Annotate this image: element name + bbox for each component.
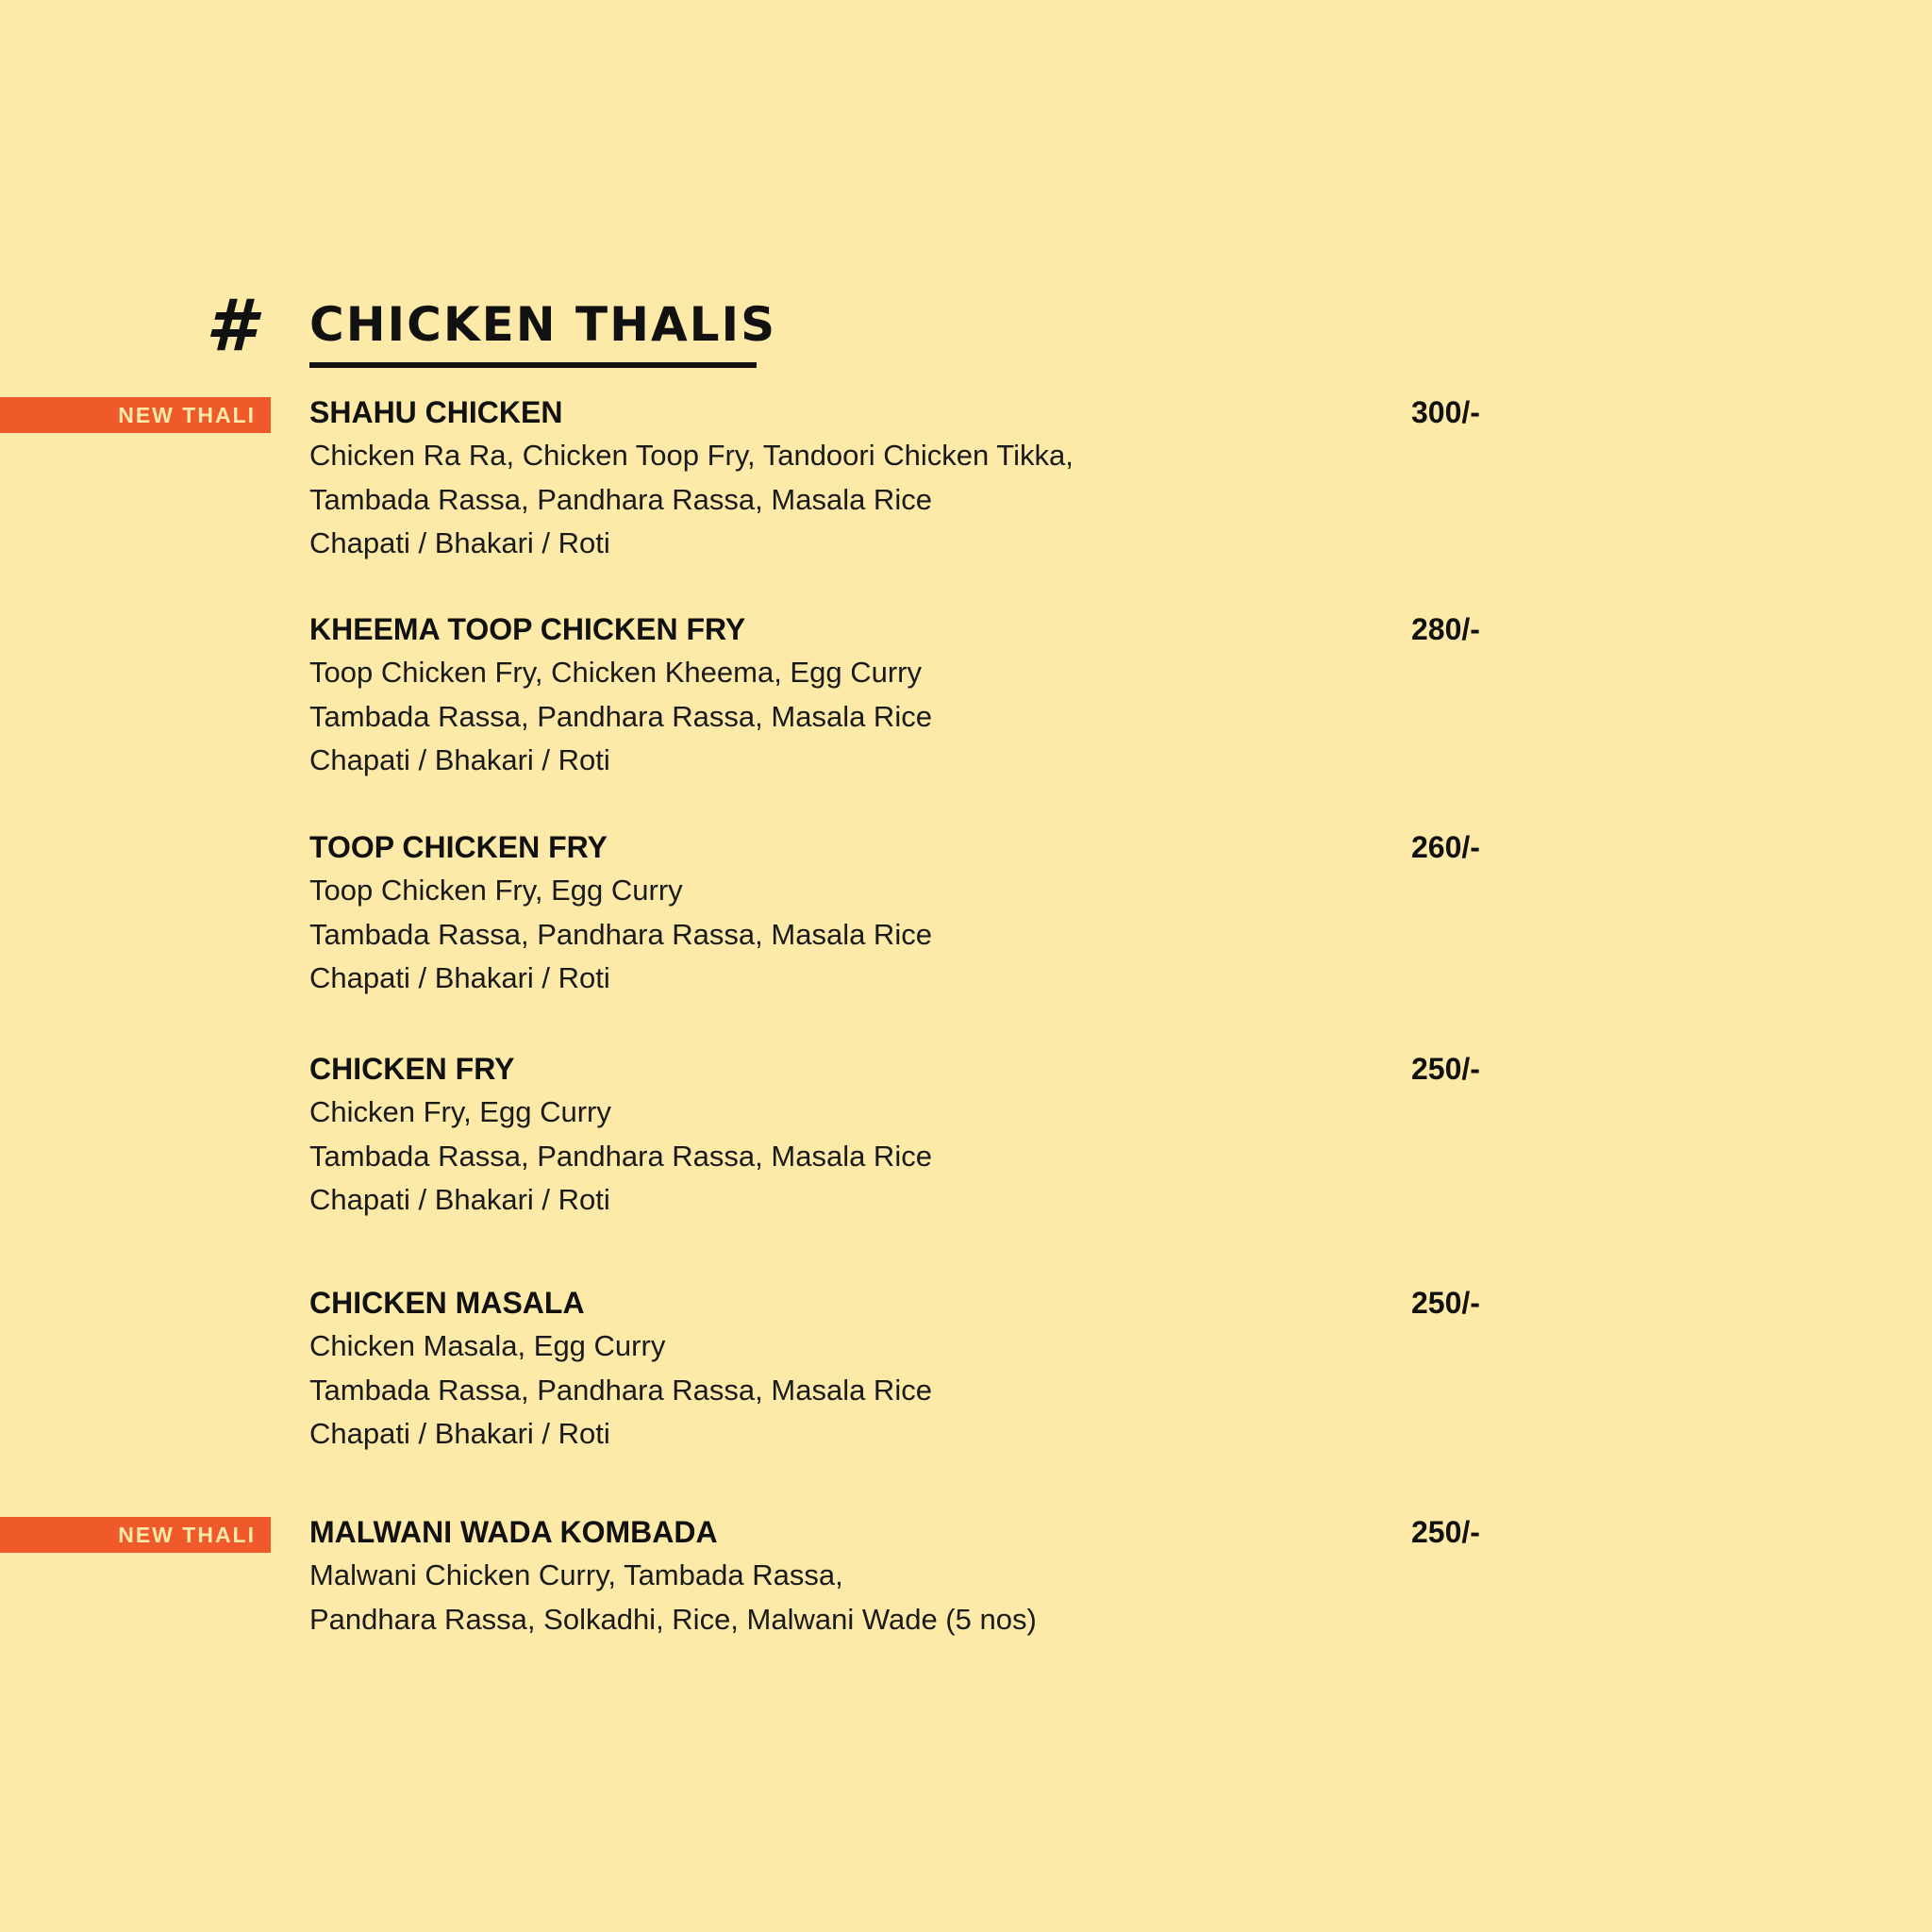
item-description-line: Chicken Masala, Egg Curry (309, 1329, 666, 1362)
item-name: CHICKEN FRY (309, 1052, 515, 1086)
item-description-line: Chapati / Bhakari / Roti (309, 743, 610, 777)
item-price: 300/- (1411, 395, 1480, 429)
menu-item-kheema-toop-chicken-fry (309, 608, 1489, 783)
item-description-line: Chapati / Bhakari / Roti (309, 1417, 610, 1451)
item-description-line: Tambada Rassa, Pandhara Rassa, Masala Rice (309, 482, 932, 516)
item-description-line: Malwani Chicken Curry, Tambada Rassa, (309, 1558, 843, 1591)
item-description-line: Tambada Rassa, Pandhara Rassa, Masala Rice (309, 1373, 932, 1407)
item-description-line: Chapati / Bhakari / Roti (309, 961, 610, 995)
item-description-line: Pandhara Rassa, Solkadhi, Rice, Malwani Wade (5 nos) (309, 1602, 1037, 1636)
item-description-line: Chapati / Bhakari / Roti (309, 1183, 610, 1217)
item-price: 250/- (1411, 1052, 1480, 1086)
item-description-line: Toop Chicken Fry, Egg Curry (309, 874, 683, 907)
item-price: 250/- (1411, 1515, 1480, 1549)
new-thali-badge: NEW THALI (0, 397, 271, 433)
hash-symbol: # (206, 283, 256, 367)
menu-item-chicken-fry (309, 1047, 1489, 1223)
item-price: 280/- (1411, 612, 1480, 646)
item-name: KHEEMA TOOP CHICKEN FRY (309, 612, 746, 646)
item-name: MALWANI WADA KOMBADA (309, 1515, 718, 1549)
menu-item-shahu-chicken (309, 391, 1489, 566)
section-title: CHICKEN THALIS (309, 297, 777, 352)
menu-item-malwani-wada-kombada (309, 1510, 1489, 1641)
item-description-line: Tambada Rassa, Pandhara Rassa, Masala Rice (309, 917, 932, 951)
menu-item-chicken-masala (309, 1281, 1489, 1457)
item-description-line: Tambada Rassa, Pandhara Rassa, Masala Rice (309, 699, 932, 733)
item-description-line: Chicken Ra Ra, Chicken Toop Fry, Tandoori Chicken Tikka, (309, 439, 1074, 472)
item-price: 250/- (1411, 1286, 1480, 1320)
title-underline (309, 362, 757, 368)
menu-item-toop-chicken-fry (309, 825, 1489, 1001)
item-description-line: Chapati / Bhakari / Roti (309, 526, 610, 560)
new-thali-badge: NEW THALI (0, 1517, 271, 1553)
item-name: SHAHU CHICKEN (309, 395, 563, 429)
item-description-line: Toop Chicken Fry, Chicken Kheema, Egg Curry (309, 656, 922, 689)
item-description-line: Chicken Fry, Egg Curry (309, 1095, 611, 1128)
item-name: TOOP CHICKEN FRY (309, 830, 608, 864)
item-description-line: Tambada Rassa, Pandhara Rassa, Masala Rice (309, 1139, 932, 1173)
item-price: 260/- (1411, 830, 1480, 864)
item-name: CHICKEN MASALA (309, 1286, 585, 1320)
